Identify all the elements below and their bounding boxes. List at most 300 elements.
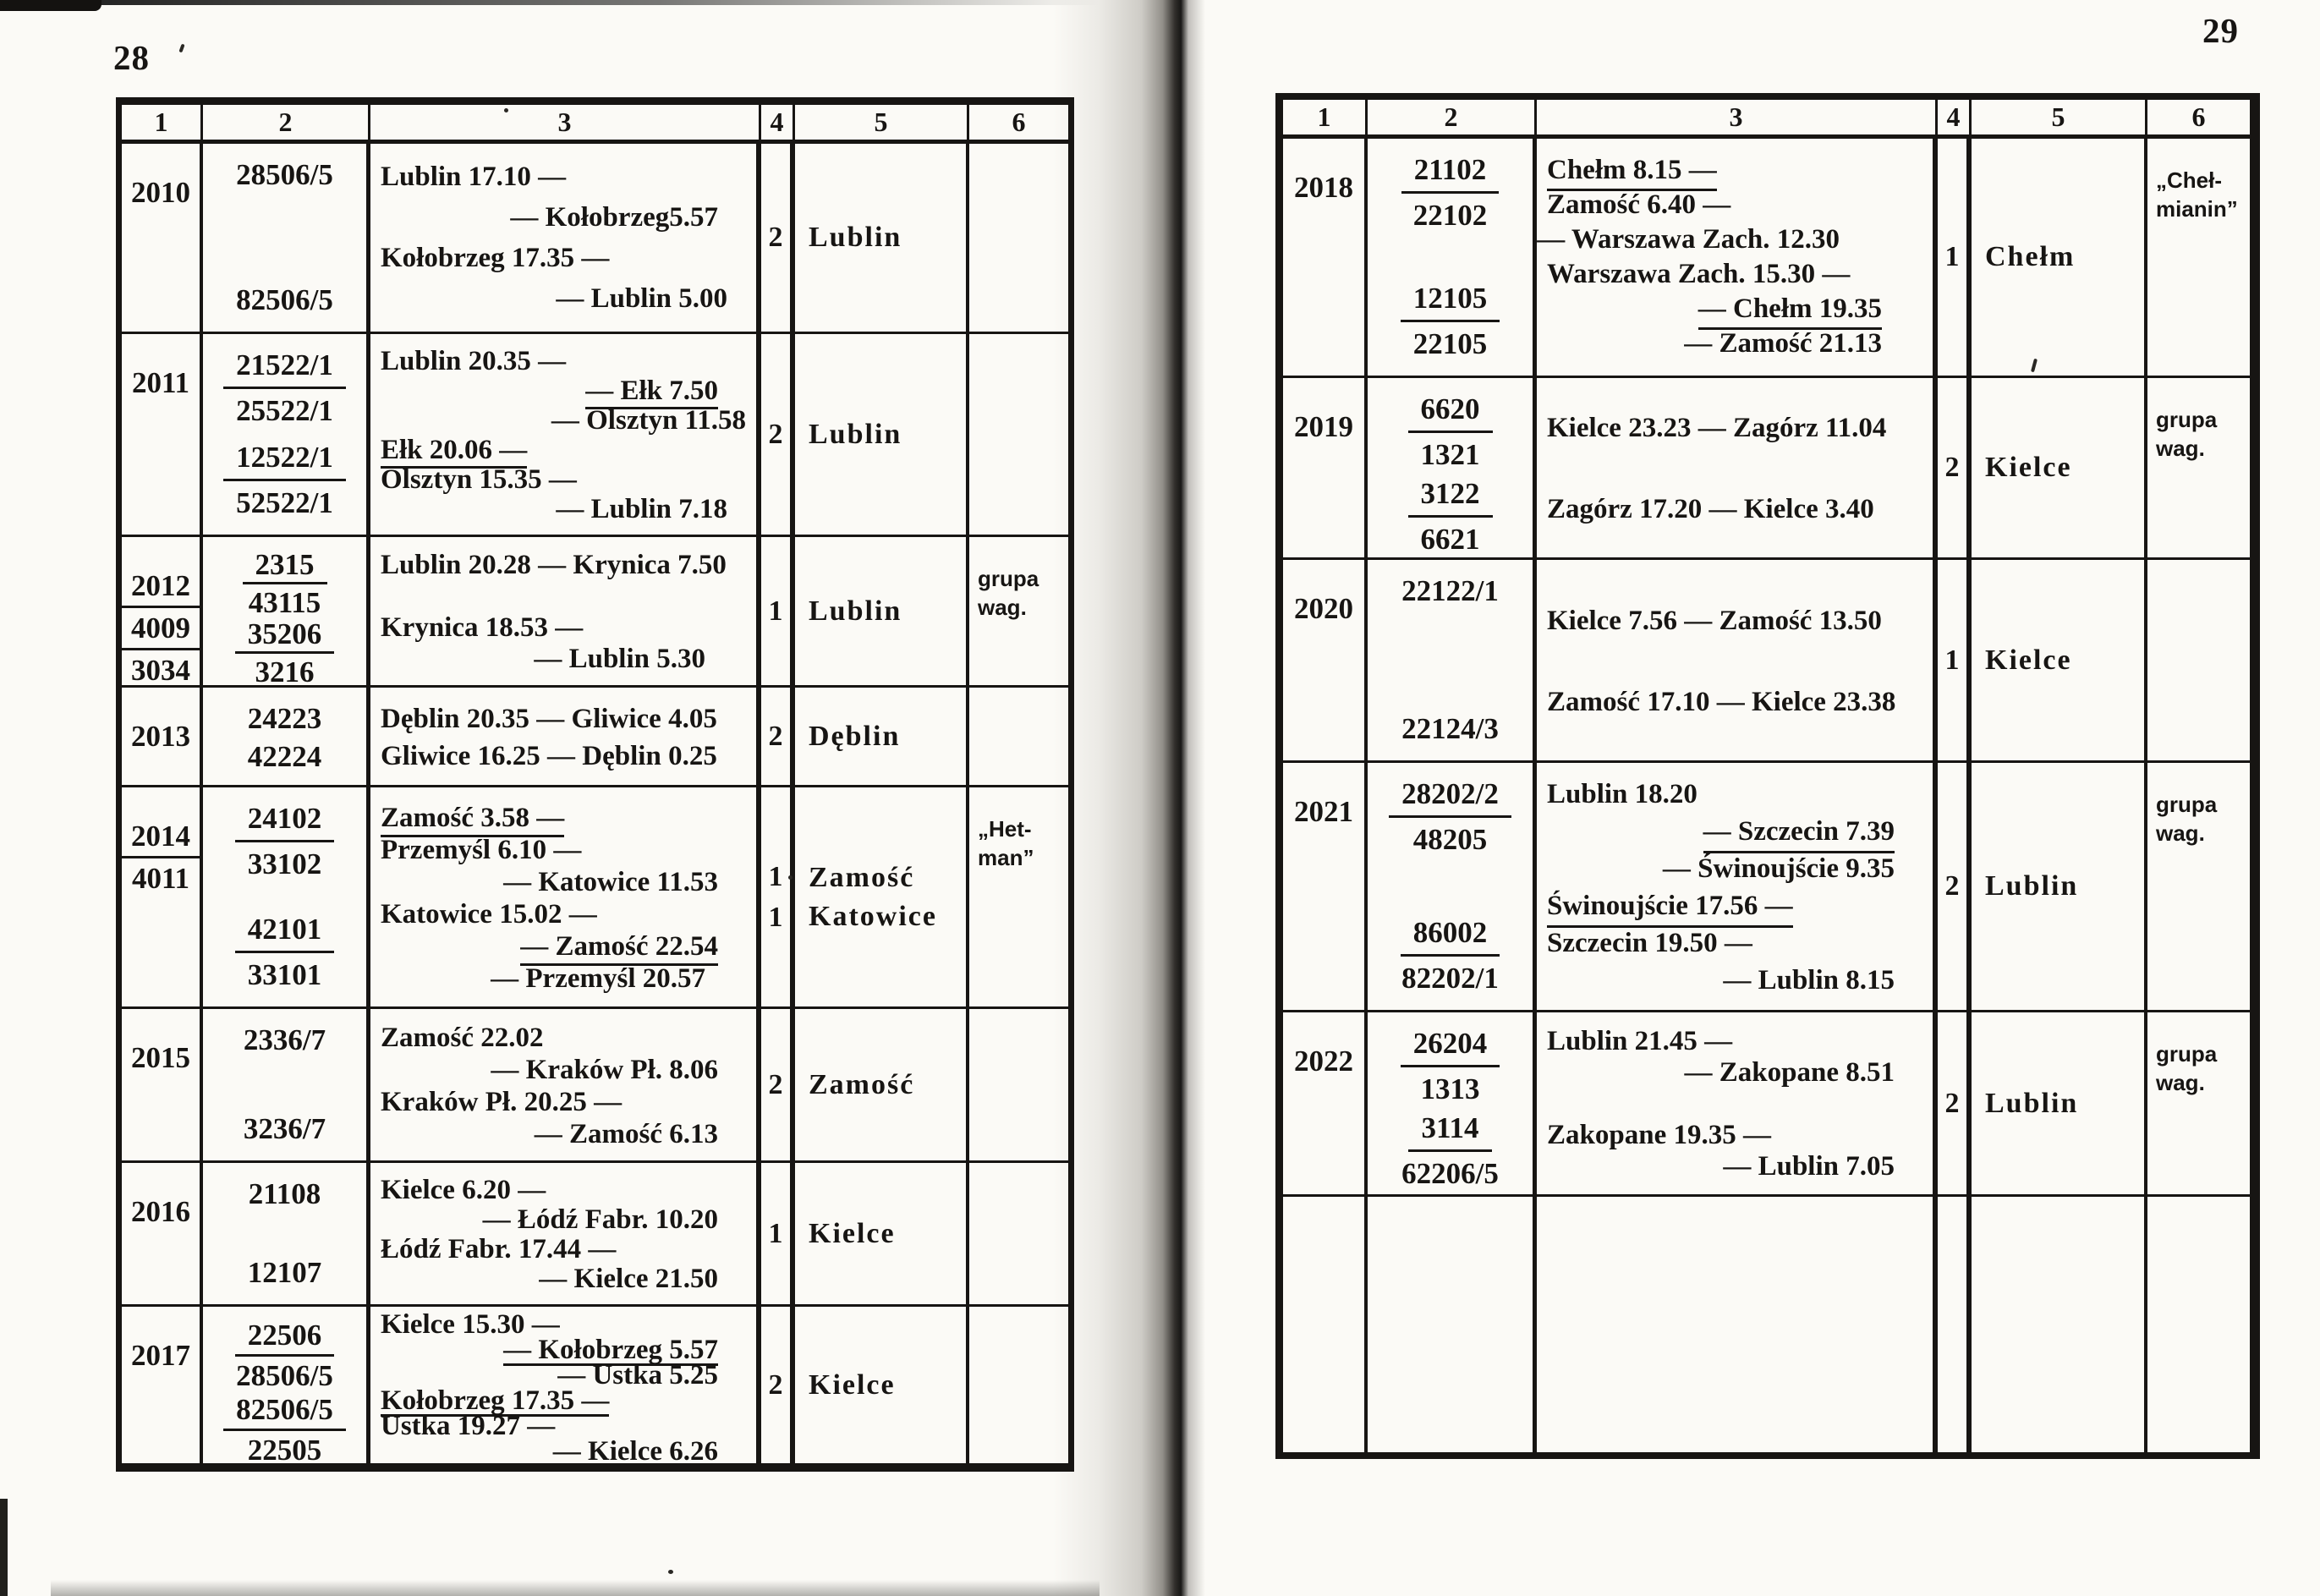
train-number: 2336/7 — [243, 1023, 326, 1056]
route-segment: — Lublin 5.00 — [556, 283, 727, 314]
train-number: 1321 — [1420, 438, 1480, 471]
route-line — [370, 278, 756, 319]
train-number-groups — [1368, 763, 1533, 1010]
row-id-cell — [1283, 378, 1368, 557]
row-id-cell — [1283, 139, 1368, 376]
train-number: 62206/5 — [1401, 1157, 1499, 1190]
train-number-group — [1389, 775, 1511, 859]
class-values — [1938, 560, 1966, 760]
base-station-values — [795, 537, 966, 685]
train-number: 3216 — [255, 655, 315, 685]
train-number: 48205 — [1412, 823, 1488, 856]
column-header: 3 — [1537, 100, 1938, 134]
train-numbers-cell — [1368, 1197, 1537, 1452]
notes — [2147, 1197, 2250, 1224]
table-row — [1283, 376, 2250, 557]
train-number-groups — [203, 1009, 366, 1160]
train-numbers-cell — [1368, 763, 1537, 1010]
class-values — [761, 1307, 790, 1463]
row-id: 2010 — [131, 176, 190, 209]
base-station-cell — [795, 688, 969, 785]
route-cell — [370, 144, 761, 332]
train-number-groups — [1368, 560, 1533, 760]
route-line — [1537, 1120, 1933, 1151]
notes-cell — [2147, 139, 2250, 376]
route-segment: Dęblin 20.35 — Gliwice 4.05 — [381, 704, 717, 734]
train-number-group — [1401, 913, 1500, 998]
route-segment: Kielce 23.23 — Zagórz 11.04 — [1547, 413, 1887, 443]
route-line — [370, 376, 756, 406]
base-station-cell — [795, 1307, 969, 1463]
route-segment: — Łódź Fabr. 10.20 — [482, 1204, 718, 1235]
route-segment: Chełm 8.15 — — [1547, 153, 1717, 191]
train-number-group — [223, 438, 346, 523]
route-segment: Kołobrzeg 17.35 — — [381, 1385, 610, 1416]
base-station-values — [1972, 1197, 2144, 1452]
route-segment: Zamość 17.10 — Kielce 23.38 — [1547, 687, 1896, 717]
route-cell — [1537, 560, 1938, 760]
train-numbers-cell — [203, 688, 370, 785]
train-number-groups — [1368, 139, 1533, 376]
route-line — [370, 963, 756, 995]
route-line — [1537, 1151, 1933, 1182]
class-cell — [761, 334, 795, 535]
notes — [969, 537, 1068, 622]
train-numbers-cell — [1368, 378, 1537, 557]
route-segment: — Zamość 22.54 — [520, 930, 718, 966]
notes-cell — [969, 787, 1068, 1006]
route-segment: Kielce 6.20 — — [381, 1175, 546, 1205]
route-line — [370, 465, 756, 495]
scan-speck — [788, 875, 793, 880]
train-number: 52522/1 — [236, 486, 333, 519]
train-numbers-cell — [203, 537, 370, 685]
row-id-cell — [122, 144, 203, 332]
route-segment: — Ustka 5.25 — [557, 1360, 718, 1390]
class-values — [1938, 763, 1966, 1010]
route-line — [370, 436, 756, 465]
route-line — [1537, 222, 1933, 257]
route-segment: — Lublin 5.30 — [534, 644, 705, 674]
train-numbers-cell — [203, 1009, 370, 1160]
train-numbers-cell — [1368, 139, 1537, 376]
class-value: 1 — [768, 901, 783, 933]
route-segment: Kołobrzeg 17.35 — — [381, 243, 610, 273]
row-id: 2015 — [131, 1041, 190, 1074]
class-value: 2 — [1944, 870, 1960, 902]
train-number-groups — [203, 537, 366, 685]
train-number: 24223 — [247, 702, 322, 735]
class-values — [1938, 1012, 1966, 1194]
train-number: 3236/7 — [243, 1112, 326, 1145]
route-cell — [1537, 139, 1938, 376]
table-row — [1283, 1194, 2250, 1452]
train-number-group — [248, 699, 322, 738]
train-number: 33102 — [247, 847, 322, 880]
train-number: 2315 — [243, 549, 327, 584]
class-value: 1 — [768, 595, 783, 627]
route-segment: — Kraków Pł. 8.06 — [491, 1055, 718, 1085]
base-station-cell — [1972, 378, 2147, 557]
route-cell — [1537, 1197, 1938, 1452]
column-header: 1 — [122, 105, 203, 140]
route-segment: — Warszawa Zach. 12.30 — [1537, 224, 1840, 255]
class-value: 1 — [768, 1217, 783, 1249]
row-id: 4011 — [131, 862, 190, 895]
train-number: 6620 — [1408, 390, 1493, 433]
base-station: Lublin — [809, 418, 902, 450]
class-values — [761, 1163, 790, 1304]
notes — [969, 1307, 1068, 1334]
class-cell — [761, 1307, 795, 1463]
train-number: 43115 — [248, 586, 321, 619]
train-number-groups — [203, 688, 366, 785]
route-segment: Katowice 15.02 — — [381, 899, 597, 930]
route-line — [370, 834, 756, 866]
base-station-values — [795, 1163, 966, 1304]
train-number: 22124/3 — [1401, 712, 1499, 745]
note-line: man” — [978, 845, 1034, 870]
route-segment: — Kołobrzeg 5.57 — [503, 1335, 718, 1365]
route-line — [370, 1385, 756, 1416]
train-number-group — [223, 346, 346, 431]
table-row — [122, 1160, 1068, 1304]
route-segment: — Ełk 7.50 — [585, 376, 718, 409]
train-number-group — [248, 1253, 322, 1292]
train-number-groups — [203, 1163, 366, 1304]
route-line — [370, 802, 756, 834]
route-line — [370, 738, 756, 775]
train-number: 3114 — [1408, 1109, 1491, 1152]
route-line — [370, 1022, 756, 1054]
table-row — [122, 685, 1068, 785]
route-segment: Lublin 17.10 — — [381, 162, 567, 192]
base-station-cell — [795, 787, 969, 1006]
route-line — [1537, 850, 1933, 887]
class-values — [761, 537, 790, 685]
route-cell — [370, 787, 761, 1006]
notes-cell — [969, 1009, 1068, 1160]
train-number: 22102 — [1412, 199, 1488, 232]
table-row — [1283, 1010, 2250, 1194]
route-segment: Zakopane 19.35 — — [1547, 1120, 1771, 1150]
train-number: 3122 — [1408, 474, 1493, 518]
train-number-group — [1401, 1024, 1500, 1109]
scan-edge-top-corner — [0, 0, 101, 11]
train-number: 21102 — [1401, 151, 1500, 194]
route-line — [370, 238, 756, 278]
class-cell — [761, 787, 795, 1006]
base-station-values — [795, 787, 966, 1006]
base-station-values — [795, 1307, 966, 1463]
base-station-cell — [795, 537, 969, 685]
route-segment: Ełk 20.06 — — [381, 436, 527, 469]
notes — [969, 144, 1068, 171]
train-number-groups — [203, 144, 366, 332]
route-segment: Przemyśl 6.10 — — [381, 835, 582, 865]
row-id: 3034 — [131, 654, 190, 685]
note-line: grupa — [2156, 792, 2218, 817]
notes — [969, 787, 1068, 872]
train-number-group — [244, 1110, 326, 1149]
class-cell — [761, 1163, 795, 1304]
train-number: 82506/5 — [236, 283, 333, 316]
class-value: 2 — [1944, 452, 1960, 483]
row-id: 2021 — [1294, 795, 1353, 828]
notes-cell — [969, 688, 1068, 785]
route-line — [1537, 326, 1933, 361]
row-id-cell — [1283, 560, 1368, 760]
train-numbers-cell — [203, 787, 370, 1006]
notes-cell — [2147, 378, 2250, 557]
notes — [2147, 139, 2250, 223]
notes-cell — [969, 537, 1068, 685]
route-line — [370, 1337, 756, 1363]
train-number-group — [1401, 279, 1500, 364]
route-line — [370, 1436, 756, 1463]
route-line — [1537, 1089, 1933, 1120]
train-number-groups — [203, 334, 366, 535]
route-cell — [370, 688, 761, 785]
base-station: Chełm — [1985, 241, 2076, 272]
note-line: grupa — [2156, 1041, 2218, 1067]
base-station-values — [1972, 378, 2144, 557]
route-segment: Olsztyn 15.35 — — [381, 464, 577, 495]
base-station: Lublin — [1985, 870, 2079, 902]
train-number: 22122/1 — [1401, 574, 1499, 607]
route-line — [370, 197, 756, 238]
base-station-cell — [1972, 139, 2147, 376]
class-values — [761, 688, 790, 785]
column-header: 1 — [1283, 100, 1368, 134]
column-header: 5 — [795, 105, 969, 140]
book-gutter-shadow — [1053, 0, 1205, 1596]
route-segment: Świnoujście 17.56 — — [1547, 887, 1793, 928]
train-number-group — [1401, 710, 1499, 749]
train-number-group — [1401, 151, 1500, 235]
route-line — [1537, 682, 1933, 722]
route-line — [1537, 1057, 1933, 1089]
class-value: 2 — [1944, 1087, 1960, 1119]
base-station-cell — [1972, 1197, 2147, 1452]
route-line — [1537, 292, 1933, 326]
note-line: wag. — [978, 595, 1027, 620]
train-numbers-cell — [1368, 1012, 1537, 1194]
route-segment: — Kielce 6.26 — [552, 1436, 718, 1463]
route-line — [370, 1264, 756, 1294]
train-number-group — [1408, 474, 1493, 557]
timetable-table-page-29 — [1275, 93, 2260, 1459]
row-id: 2018 — [1294, 171, 1353, 204]
table-row — [1283, 760, 2250, 1010]
table-row — [122, 785, 1068, 1006]
route-line — [370, 1360, 756, 1390]
train-number: 12107 — [247, 1256, 322, 1289]
route-cell — [370, 1307, 761, 1463]
base-station-values — [1972, 763, 2144, 1010]
class-cell — [1938, 560, 1972, 760]
class-cell — [761, 144, 795, 332]
train-number: 28202/2 — [1389, 775, 1511, 818]
route-segment: — Zakopane 8.51 — [1684, 1057, 1895, 1088]
route-segment: Lublin 20.35 — — [381, 346, 567, 376]
notes-cell — [969, 334, 1068, 535]
scan-speck — [668, 1570, 673, 1574]
scan-speck — [504, 108, 508, 112]
train-number-groups — [1368, 1197, 1533, 1452]
route-cell — [370, 334, 761, 535]
base-station: Kielce — [1985, 644, 2072, 676]
row-id-cell — [122, 787, 203, 1006]
row-id: 2017 — [131, 1339, 190, 1372]
scan-edge-bottom — [51, 1580, 1100, 1596]
route-segment: — Kielce 21.50 — [539, 1264, 718, 1294]
route-line — [370, 581, 756, 612]
train-number: 25522/1 — [236, 394, 333, 427]
base-station-values — [795, 688, 966, 785]
row-id-cell — [122, 1307, 203, 1463]
column-header: 2 — [203, 105, 370, 140]
route-line — [370, 347, 756, 376]
route-line — [370, 406, 756, 436]
table-row — [122, 1304, 1068, 1463]
class-value: 2 — [768, 418, 783, 450]
route-line — [370, 644, 756, 675]
column-header: 6 — [1012, 107, 1026, 137]
route-segment: Kielce 7.56 — Zamość 13.50 — [1547, 606, 1882, 636]
train-number: 21108 — [248, 1177, 321, 1210]
train-number-group — [1408, 390, 1493, 474]
route-line — [1537, 813, 1933, 850]
route-segment: — Lublin 7.18 — [556, 494, 727, 524]
row-id: 2013 — [131, 720, 190, 753]
base-station-cell — [795, 1009, 969, 1160]
class-value: 2 — [768, 222, 783, 253]
class-cell — [1938, 378, 1972, 557]
class-value: 1 — [1944, 644, 1960, 676]
route-line — [1537, 257, 1933, 292]
class-value: 2 — [768, 1068, 783, 1100]
route-line — [1537, 188, 1933, 222]
train-number: 24102 — [235, 799, 335, 842]
route-segment: — Chełm 19.35 — [1698, 292, 1882, 330]
column-header: 5 — [1972, 100, 2147, 134]
train-number-group — [1401, 572, 1499, 611]
route-segment: — Świnoujście 9.35 — [1662, 853, 1895, 884]
route-line — [1537, 408, 1933, 448]
table-row — [1283, 557, 2250, 760]
table-header-row — [122, 105, 1068, 144]
train-number-group — [235, 1319, 335, 1393]
note-line: mianin” — [2156, 196, 2238, 222]
route-segment: — Lublin 7.05 — [1723, 1151, 1895, 1182]
note-line: grupa — [2156, 407, 2218, 432]
train-number-group — [236, 156, 333, 195]
route-line — [370, 700, 756, 738]
class-value: 1 — [1944, 241, 1960, 272]
row-id-cell — [1283, 763, 1368, 1010]
notes-cell — [2147, 1012, 2250, 1194]
route-line — [370, 1309, 756, 1340]
base-station: Lublin — [809, 595, 902, 627]
route-line — [1537, 924, 1933, 962]
base-station-values — [795, 334, 966, 535]
base-station-cell — [1972, 763, 2147, 1010]
train-numbers-cell — [203, 334, 370, 535]
column-header: 2 — [1368, 100, 1537, 134]
train-number: 22505 — [247, 1434, 322, 1463]
row-id-cell — [122, 334, 203, 535]
route-line — [1537, 601, 1933, 641]
page-number-right: 29 — [2202, 11, 2239, 50]
class-value: 2 — [768, 1368, 783, 1401]
route-segment: Szczecin 19.50 — — [1547, 928, 1752, 958]
train-number: 28506/5 — [236, 1359, 333, 1392]
column-header: 4 — [1938, 100, 1972, 134]
train-number-group — [223, 1393, 346, 1463]
route-segment: Ustka 19.27 — — [381, 1411, 556, 1441]
scan-edge-left — [0, 1499, 8, 1596]
route-cell — [1537, 1012, 1938, 1194]
route-cell — [1537, 378, 1938, 557]
train-number-group — [235, 618, 335, 685]
class-cell — [761, 1009, 795, 1160]
base-station: Dęblin — [809, 720, 901, 752]
train-number-group — [249, 1175, 321, 1214]
train-number: 28506/5 — [236, 158, 333, 191]
train-number: 42224 — [247, 740, 322, 773]
route-segment: — Olsztyn 11.58 — [551, 405, 746, 436]
scan-edge-top — [0, 0, 1100, 5]
train-number-groups — [1368, 378, 1533, 557]
notes — [2147, 378, 2250, 463]
route-segment: Lublin 20.28 — Krynica 7.50 — [381, 550, 727, 580]
base-station-values — [795, 144, 966, 332]
route-segment: — Przemyśl 20.57 — [491, 963, 705, 994]
notes-cell — [969, 1163, 1068, 1304]
route-line — [1537, 887, 1933, 924]
route-line — [370, 1413, 756, 1439]
note-line: wag. — [2156, 436, 2205, 461]
base-station-cell — [1972, 560, 2147, 760]
train-number: 21522/1 — [223, 346, 346, 389]
notes-cell — [969, 1307, 1068, 1463]
route-segment: Zamość 22.02 — [381, 1023, 544, 1053]
train-number: 42101 — [235, 910, 335, 953]
train-numbers-cell — [203, 1163, 370, 1304]
route-segment: Lublin 18.20 — [1547, 779, 1697, 809]
notes-cell — [2147, 560, 2250, 760]
train-numbers-cell — [1368, 560, 1537, 760]
class-values — [761, 1009, 790, 1160]
route-segment: — Kołobrzeg5.57 — [510, 202, 718, 233]
class-cell — [1938, 139, 1972, 376]
row-id-cell — [1283, 1012, 1368, 1194]
base-station: Kielce — [1985, 452, 2072, 483]
route-line — [370, 495, 756, 524]
class-values — [761, 144, 790, 332]
class-values — [1938, 139, 1966, 376]
route-segment: Zagórz 17.20 — Kielce 3.40 — [1547, 494, 1874, 524]
class-cell — [1938, 1197, 1972, 1452]
column-header: 6 — [2191, 101, 2206, 132]
notes — [969, 334, 1068, 361]
route-segment: Lublin 21.45 — — [1547, 1026, 1733, 1056]
base-station-values — [1972, 560, 2144, 760]
notes — [2147, 1012, 2250, 1097]
base-station: Katowice — [809, 900, 937, 932]
route-segment: Zamość 3.58 — — [381, 802, 564, 837]
